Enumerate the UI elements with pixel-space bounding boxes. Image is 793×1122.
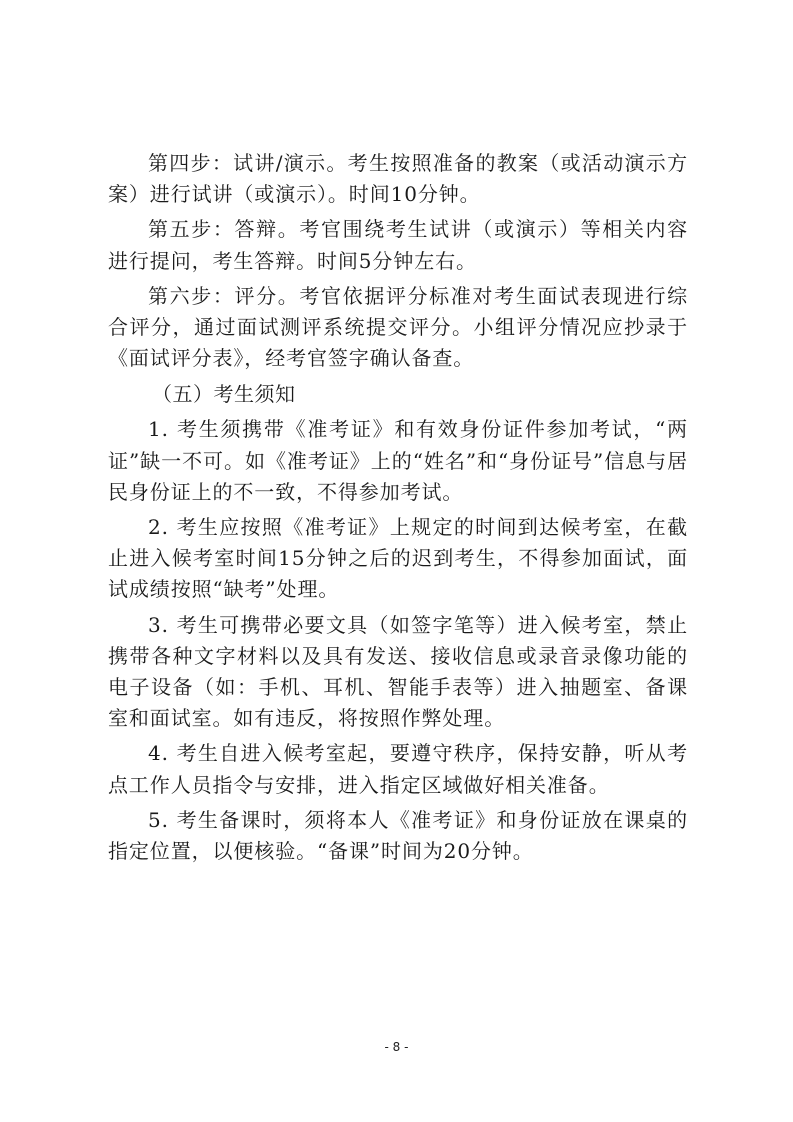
section-heading: （五）考生须知 xyxy=(152,382,296,407)
page-number: - 8 - xyxy=(384,1040,409,1054)
notice-item-5: 5. 考生备课时，须将本人《准考证》和身份证放在课桌的指定位置，以便核验。“备课”时间为20分钟。 xyxy=(108,807,688,864)
page-content xyxy=(108,148,688,871)
paragraph-step-five: 第五步：答辩。考官围绕考生试讲（或演示）等相关内容进行提问，考生答辩。时间5分钟左右。 xyxy=(108,217,688,273)
paragraph-step-six: 第六步：评分。考官依据评分标准对考生面试表现进行综合评分，通过面试测评系统提交评分。小组评分情况应抄录于《面试评分表》，经考官签字确认备查。 xyxy=(108,283,688,371)
notice-item-1: 1. 考生须携带《准考证》和有效身份证件参加考试，“两证”缺一不可。如《准考证》上的“姓名”和“身份证号”信息与居民身份证上的不一致，不得参加考试。 xyxy=(108,417,688,504)
notice-item-4: 4. 考生自进入候考室起，要遵守秩序，保持安静，听从考点工作人员指令与安排，进入指定区域做好相关准备。 xyxy=(108,741,688,797)
notice-item-3: 3. 考生可携带必要文具（如签字笔等）进入候考室，禁止携带各种文字材料以及具有发送、接收信息或录音录像功能的电子设备（如：手机、耳机、智能手表等）进入抽题室、备课室和面试室。如有违反，将按照作弊处理。 xyxy=(108,612,688,731)
notice-item-2: 2. 考生应按照《准考证》上规定的时间到达候考室，在截止进入候考室时间15分钟之后的迟到考生，不得参加面试，面试成绩按照“缺考”处理。 xyxy=(108,515,688,602)
paragraph-step-four: 第四步：试讲/演示。考生按照准备的教案（或活动演示方案）进行试讲（或演示）。时间10分钟。 xyxy=(108,151,688,207)
